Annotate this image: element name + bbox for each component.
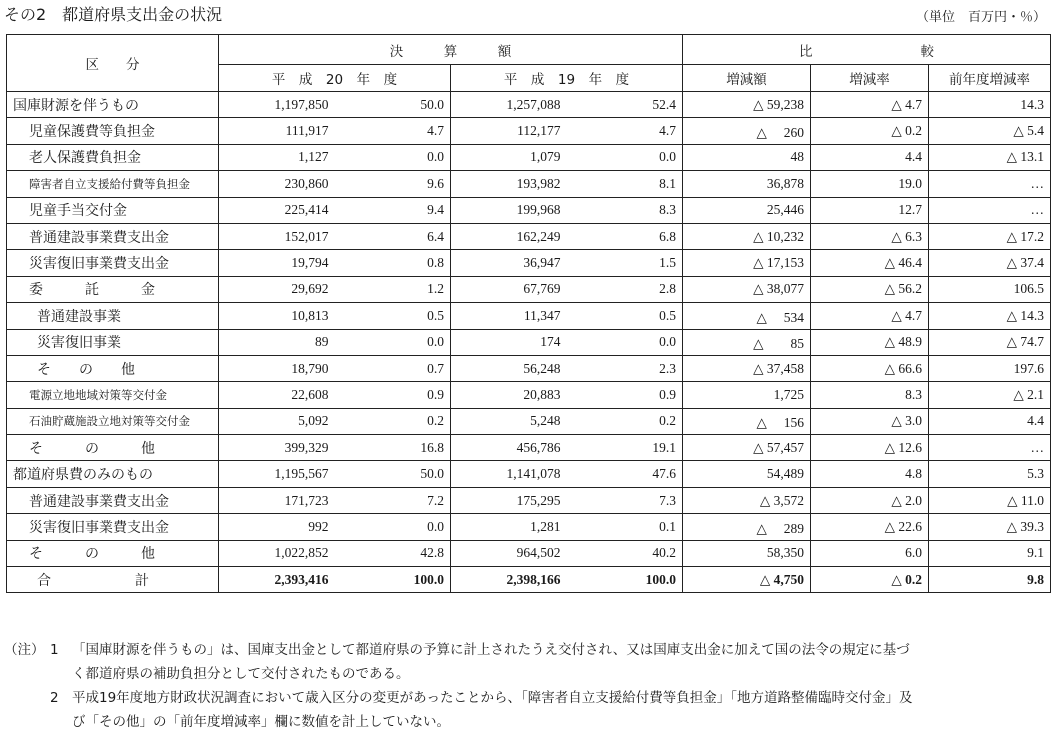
share-fy19: 47.6 (567, 461, 683, 487)
share-fy19: 8.3 (567, 197, 683, 223)
row-label: そ の 他 (7, 355, 219, 381)
share-fy20: 4.7 (335, 118, 451, 144)
table-row (7, 514, 1051, 540)
row-label: 障害者自立支援給付費等負担金 (7, 171, 219, 197)
change-amount: 58,350 (683, 540, 811, 566)
value-fy20: 29,692 (219, 276, 335, 302)
prev-change-rate: △ 5.4 (929, 118, 1051, 144)
value-fy20: 2,393,416 (219, 567, 335, 593)
value-fy20: 1,022,852 (219, 540, 335, 566)
header-change-amount: 増減額 (683, 65, 811, 92)
value-fy19: 2,398,166 (451, 567, 567, 593)
value-fy19: 162,249 (451, 223, 567, 249)
value-fy19: 20,883 (451, 382, 567, 408)
row-label: 電源立地地域対策等交付金 (7, 382, 219, 408)
share-fy20: 6.4 (335, 223, 451, 249)
share-fy19: 0.0 (567, 329, 683, 355)
value-fy20: 1,127 (219, 144, 335, 170)
change-rate: 4.8 (811, 461, 929, 487)
change-rate: △ 12.6 (811, 435, 929, 461)
value-fy20: 225,414 (219, 197, 335, 223)
note-2-text: 平成19年度地方財政状況調査において歳入区分の変更があったことから、「障害者自立支援給付費等負担金」「地方道路整備臨時交付金」及 (72, 690, 913, 706)
row-label: 普通建設事業費支出金 (7, 223, 219, 249)
table-row (7, 329, 1051, 355)
note-1-text: 「国庫財源を伴うもの」は、国庫支出金として都道府県の予算に計上されたうえ交付され、又は国庫支出金に加えて国の法令の規定に基づ (72, 642, 910, 658)
value-fy20: 18,790 (219, 355, 335, 381)
row-label: 都道府県費のみのもの (7, 461, 219, 487)
notes (4, 638, 1050, 734)
note-2-number: 2 (50, 690, 59, 706)
share-fy19: 0.1 (567, 514, 683, 540)
prev-change-rate: △ 11.0 (929, 487, 1051, 513)
value-fy20: 111,917 (219, 118, 335, 144)
table-row (7, 355, 1051, 381)
share-fy19: 40.2 (567, 540, 683, 566)
value-fy20: 230,860 (219, 171, 335, 197)
note-2-continuation: び「その他」の「前年度増減率」欄に数値を計上していない。 (72, 714, 450, 730)
change-rate: △ 4.7 (811, 92, 929, 118)
value-fy19: 1,281 (451, 514, 567, 540)
share-fy19: 8.1 (567, 171, 683, 197)
prev-change-rate: 5.3 (929, 461, 1051, 487)
share-fy20: 0.9 (335, 382, 451, 408)
share-fy19: 100.0 (567, 567, 683, 593)
prev-change-rate: … (929, 171, 1051, 197)
value-fy20: 89 (219, 329, 335, 355)
value-fy19: 174 (451, 329, 567, 355)
prev-change-rate: 9.1 (929, 540, 1051, 566)
share-fy19: 0.5 (567, 303, 683, 329)
change-amount: △ 10,232 (683, 223, 811, 249)
share-fy19: 19.1 (567, 435, 683, 461)
change-rate: △ 66.6 (811, 355, 929, 381)
prev-change-rate: △ 13.1 (929, 144, 1051, 170)
value-fy19: 5,248 (451, 408, 567, 434)
prev-change-rate: △ 14.3 (929, 303, 1051, 329)
table-row (7, 171, 1051, 197)
table-row (7, 487, 1051, 513)
change-rate: △ 46.4 (811, 250, 929, 276)
change-amount: 25,446 (683, 197, 811, 223)
change-amount: △ 59,238 (683, 92, 811, 118)
row-label: 石油貯蔵施設立地対策等交付金 (7, 408, 219, 434)
change-amount: △ 289 (683, 514, 811, 540)
change-amount: 54,489 (683, 461, 811, 487)
note-1-continuation: く都道府県の補助負担分として交付されたものである。 (72, 666, 410, 682)
prev-change-rate: 9.8 (929, 567, 1051, 593)
table-row (7, 382, 1051, 408)
share-fy20: 7.2 (335, 487, 451, 513)
change-rate: 4.4 (811, 144, 929, 170)
value-fy19: 112,177 (451, 118, 567, 144)
change-rate: △ 48.9 (811, 329, 929, 355)
prev-change-rate: … (929, 435, 1051, 461)
table-row (7, 250, 1051, 276)
prev-change-rate: 197.6 (929, 355, 1051, 381)
change-amount: △ 57,457 (683, 435, 811, 461)
note-1-number: 1 (50, 642, 59, 658)
expenditure-table (6, 34, 1051, 593)
row-label: 児童保護費等負担金 (7, 118, 219, 144)
share-fy20: 0.0 (335, 514, 451, 540)
row-label: 国庫財源を伴うもの (7, 92, 219, 118)
share-fy20: 0.5 (335, 303, 451, 329)
value-fy20: 992 (219, 514, 335, 540)
change-amount: 1,725 (683, 382, 811, 408)
value-fy19: 1,079 (451, 144, 567, 170)
value-fy19: 199,968 (451, 197, 567, 223)
value-fy19: 456,786 (451, 435, 567, 461)
header-settlement: 決 算 額 (219, 35, 683, 65)
share-fy20: 0.0 (335, 329, 451, 355)
table-row (7, 303, 1051, 329)
table-row (7, 197, 1051, 223)
share-fy20: 1.2 (335, 276, 451, 302)
value-fy19: 1,257,088 (451, 92, 567, 118)
share-fy20: 50.0 (335, 92, 451, 118)
table-row (7, 435, 1051, 461)
change-rate: △ 22.6 (811, 514, 929, 540)
share-fy20: 0.7 (335, 355, 451, 381)
row-label: 児童手当交付金 (7, 197, 219, 223)
prev-change-rate: △ 39.3 (929, 514, 1051, 540)
change-rate: △ 0.2 (811, 118, 929, 144)
change-rate: 19.0 (811, 171, 929, 197)
table-row (7, 144, 1051, 170)
value-fy19: 11,347 (451, 303, 567, 329)
value-fy20: 1,197,850 (219, 92, 335, 118)
page-title: その2 都道府県支出金の状況 (4, 5, 223, 24)
row-label: 委 託 金 (7, 276, 219, 302)
table-row (7, 408, 1051, 434)
prev-change-rate: 106.5 (929, 276, 1051, 302)
change-amount: △ 534 (683, 303, 811, 329)
share-fy19: 52.4 (567, 92, 683, 118)
change-rate: △ 3.0 (811, 408, 929, 434)
row-label: 老人保護費負担金 (7, 144, 219, 170)
header-prev-change-rate: 前年度増減率 (929, 65, 1051, 92)
share-fy20: 0.0 (335, 144, 451, 170)
value-fy19: 964,502 (451, 540, 567, 566)
table-row (7, 223, 1051, 249)
share-fy20: 16.8 (335, 435, 451, 461)
change-amount: △ 156 (683, 408, 811, 434)
table-row (7, 276, 1051, 302)
row-label: 災害復旧事業費支出金 (7, 250, 219, 276)
value-fy20: 5,092 (219, 408, 335, 434)
change-rate: △ 56.2 (811, 276, 929, 302)
header-fy20: 平 成 20 年 度 (219, 65, 451, 92)
prev-change-rate: △ 37.4 (929, 250, 1051, 276)
value-fy19: 67,769 (451, 276, 567, 302)
value-fy20: 1,195,567 (219, 461, 335, 487)
change-rate: △ 2.0 (811, 487, 929, 513)
change-amount: 36,878 (683, 171, 811, 197)
change-amount: △ 260 (683, 118, 811, 144)
table-row (7, 118, 1051, 144)
unit-label: （単位 百万円・％） (915, 10, 1046, 25)
header-category: 区 分 (7, 35, 219, 92)
prev-change-rate: 14.3 (929, 92, 1051, 118)
value-fy20: 22,608 (219, 382, 335, 408)
header-comparison: 比 較 (683, 35, 1051, 65)
share-fy20: 50.0 (335, 461, 451, 487)
share-fy19: 0.9 (567, 382, 683, 408)
value-fy20: 152,017 (219, 223, 335, 249)
share-fy20: 9.6 (335, 171, 451, 197)
change-amount: 48 (683, 144, 811, 170)
row-label: 普通建設事業費支出金 (7, 487, 219, 513)
share-fy20: 42.8 (335, 540, 451, 566)
change-rate: △ 0.2 (811, 567, 929, 593)
share-fy19: 6.8 (567, 223, 683, 249)
note-mark: （注） (4, 642, 45, 658)
table-row (7, 461, 1051, 487)
row-label: 災害復旧事業費支出金 (7, 514, 219, 540)
value-fy19: 193,982 (451, 171, 567, 197)
share-fy20: 100.0 (335, 567, 451, 593)
share-fy19: 0.2 (567, 408, 683, 434)
change-amount: △ 17,153 (683, 250, 811, 276)
share-fy19: 1.5 (567, 250, 683, 276)
change-rate: 6.0 (811, 540, 929, 566)
change-rate: △ 4.7 (811, 303, 929, 329)
value-fy20: 10,813 (219, 303, 335, 329)
share-fy20: 9.4 (335, 197, 451, 223)
share-fy19: 2.3 (567, 355, 683, 381)
value-fy19: 1,141,078 (451, 461, 567, 487)
value-fy19: 175,295 (451, 487, 567, 513)
change-amount: △ 4,750 (683, 567, 811, 593)
change-amount: △ 38,077 (683, 276, 811, 302)
row-label: 合 計 (7, 567, 219, 593)
change-amount: △ 85 (683, 329, 811, 355)
share-fy19: 0.0 (567, 144, 683, 170)
prev-change-rate: △ 74.7 (929, 329, 1051, 355)
share-fy20: 0.2 (335, 408, 451, 434)
prev-change-rate: 4.4 (929, 408, 1051, 434)
share-fy19: 4.7 (567, 118, 683, 144)
change-amount: △ 3,572 (683, 487, 811, 513)
change-rate: △ 6.3 (811, 223, 929, 249)
value-fy20: 399,329 (219, 435, 335, 461)
change-rate: 12.7 (811, 197, 929, 223)
value-fy20: 19,794 (219, 250, 335, 276)
prev-change-rate: … (929, 197, 1051, 223)
share-fy19: 7.3 (567, 487, 683, 513)
table-row (7, 92, 1051, 118)
value-fy19: 36,947 (451, 250, 567, 276)
value-fy20: 171,723 (219, 487, 335, 513)
total-row (7, 567, 1051, 593)
row-label: 普通建設事業 (7, 303, 219, 329)
change-amount: △ 37,458 (683, 355, 811, 381)
share-fy19: 2.8 (567, 276, 683, 302)
table-row (7, 540, 1051, 566)
prev-change-rate: △ 17.2 (929, 223, 1051, 249)
share-fy20: 0.8 (335, 250, 451, 276)
row-label: 災害復旧事業 (7, 329, 219, 355)
header-change-rate: 増減率 (811, 65, 929, 92)
row-label: そ の 他 (7, 435, 219, 461)
header-fy19: 平 成 19 年 度 (451, 65, 683, 92)
value-fy19: 56,248 (451, 355, 567, 381)
row-label: そ の 他 (7, 540, 219, 566)
change-rate: 8.3 (811, 382, 929, 408)
prev-change-rate: △ 2.1 (929, 382, 1051, 408)
